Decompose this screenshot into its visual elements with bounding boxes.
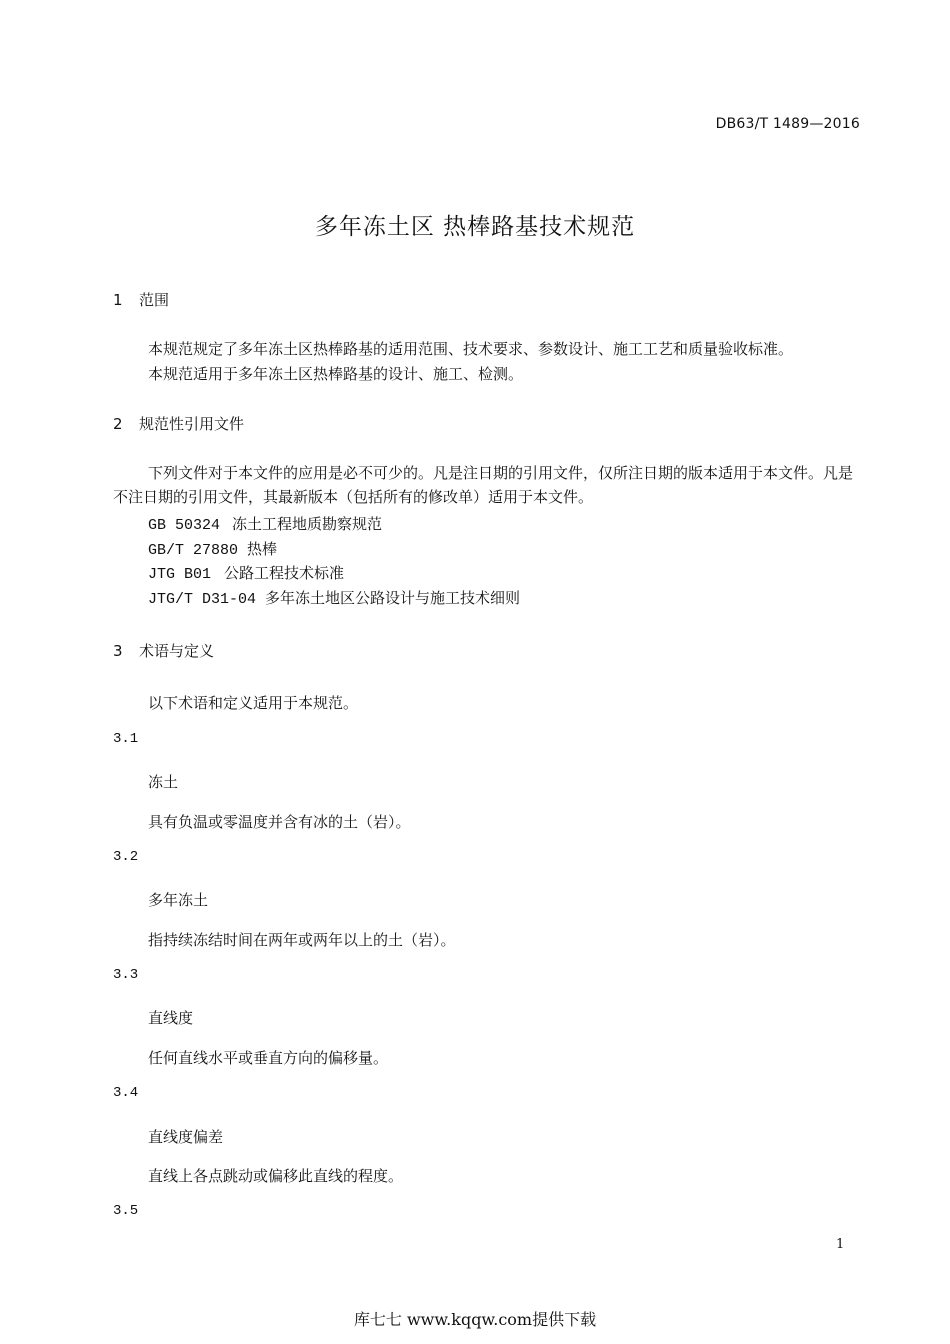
document-title: 多年冻土区 热棒路基技术规范 [314, 214, 636, 240]
section-title: 范围 [139, 291, 170, 309]
reference-row [148, 513, 382, 534]
section-number: 3 [113, 642, 123, 660]
reference-code: JTG B01 [148, 566, 212, 583]
reference-row [148, 587, 520, 608]
term-definition: 指持续冻结时间在两年或两年以上的土（岩）。 [148, 931, 456, 949]
section-2-heading [113, 413, 244, 434]
term-name: 直线度偏差 [148, 1128, 224, 1146]
term-number: 3.5 [113, 1203, 139, 1219]
reference-title: 多年冻土地区公路设计与施工技术细则 [265, 589, 521, 607]
reference-title: 公路工程技术标准 [224, 564, 345, 582]
reference-title: 冻土工程地质勘察规范 [232, 515, 383, 533]
section-3-heading [113, 640, 214, 661]
download-footer: 库七七 www.kqqw.com提供下载 [353, 1310, 597, 1329]
term-definition: 具有负温或零温度并含有冰的土（岩）。 [148, 813, 411, 831]
reference-title: 热棒 [247, 540, 278, 558]
section-title: 术语与定义 [139, 642, 215, 660]
reference-row [148, 562, 344, 583]
section-number: 1 [113, 291, 123, 309]
reference-code: GB/T 27880 [148, 542, 239, 559]
term-number: 3.1 [113, 731, 139, 747]
reference-code: GB 50324 [148, 517, 221, 534]
terms-intro: 以下术语和定义适用于本规范。 [148, 694, 359, 712]
standard-code: DB63/T 1489—2016 [715, 116, 860, 132]
term-name: 多年冻土 [148, 891, 209, 909]
term-definition: 任何直线水平或垂直方向的偏移量。 [148, 1049, 389, 1067]
term-number: 3.2 [113, 849, 139, 865]
term-number: 3.3 [113, 967, 139, 983]
scope-paragraph-2: 本规范适用于多年冻土区热棒路基的设计、施工、检测。 [148, 365, 524, 383]
term-number: 3.4 [113, 1085, 139, 1101]
section-title: 规范性引用文件 [139, 415, 245, 433]
section-1-heading [113, 289, 169, 310]
scope-paragraph-1: 本规范规定了多年冻土区热棒路基的适用范围、技术要求、参数设计、施工工艺和质量验收标准。 [148, 340, 794, 358]
page-number: 1 [836, 1237, 845, 1252]
reference-row [148, 538, 277, 559]
term-name: 直线度 [148, 1009, 194, 1027]
section-number: 2 [113, 415, 123, 433]
reference-code: JTG/T D31-04 [148, 591, 257, 608]
term-definition: 直线上各点跳动或偏移此直线的程度。 [148, 1167, 404, 1185]
term-name: 冻土 [148, 773, 179, 791]
normative-refs-intro: 下列文件对于本文件的应用是必不可少的。凡是注日期的引用文件，仅所注日期的版本适用于本文件。凡是不注日期的引用文件，其最新版本（包括所有的修改单）适用于本文件。 [113, 464, 854, 506]
